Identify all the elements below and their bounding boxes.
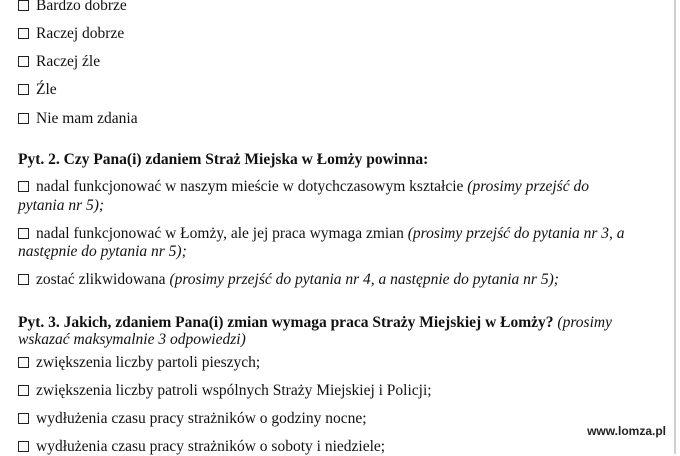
question-3-note-cont: wskazać maksymalnie 3 odpowiedzi) [18, 331, 246, 348]
q3-option-4[interactable] [18, 438, 385, 456]
checkbox[interactable] [18, 441, 29, 452]
checkbox[interactable] [18, 113, 29, 124]
q1-option-raczej-dobrze[interactable] [18, 25, 124, 43]
q2-option-1-note-cont: pytania nr 5); [18, 197, 105, 214]
q2-option-3[interactable] [18, 271, 559, 289]
q1-option-nie-mam-zdania[interactable] [18, 110, 138, 128]
q1-option-bardzo-dobrze[interactable] [18, 0, 127, 15]
q1-option-zle[interactable] [18, 81, 57, 99]
checkbox[interactable] [18, 228, 29, 239]
option-label: wydłużenia czasu pracy strażników o godziny nocne; [36, 410, 367, 427]
option-note: (prosimy przejść do pytania nr 3, a [407, 225, 625, 242]
question-3-note: (prosimy [557, 314, 612, 331]
question-2-title: Pyt. 2. Czy Pana(i) zdaniem Straż Miejska w Łomży powinna: [18, 151, 429, 168]
checkbox[interactable] [18, 28, 29, 39]
option-label: zwiększenia liczby patroli wspólnych Straży Miejskiej i Policji; [36, 382, 432, 399]
option-note: (prosimy przejść do pytania nr 4, a następnie do pytania nr 5); [169, 271, 559, 288]
checkbox[interactable] [18, 413, 29, 424]
q1-option-raczej-zle[interactable] [18, 53, 100, 71]
checkbox[interactable] [18, 181, 29, 192]
option-label: Źle [36, 81, 57, 98]
option-label: nadal funkcjonować w naszym mieście w dotychczasowym kształcie [36, 178, 464, 195]
option-label: Raczej dobrze [36, 25, 125, 42]
checkbox[interactable] [18, 56, 29, 67]
option-label: wydłużenia czasu pracy strażników o soboty i niedziele; [36, 438, 386, 455]
checkbox[interactable] [18, 84, 29, 95]
q2-option-2-note-cont: następnie do pytania nr 5); [18, 243, 187, 260]
option-label: Nie mam zdania [36, 110, 138, 127]
question-3-title [18, 314, 612, 332]
option-label: Bardzo dobrze [36, 0, 127, 14]
checkbox[interactable] [18, 274, 29, 285]
question-3-title-text: Pyt. 3. Jakich, zdaniem Pana(i) zmian wymaga praca Straży Miejskiej w Łomży? [18, 314, 554, 331]
option-label: Raczej źle [36, 53, 101, 70]
q3-option-3[interactable] [18, 410, 367, 428]
option-label: zwiększenia liczby partoli pieszych; [36, 354, 261, 371]
option-note: (prosimy przejść do [467, 178, 589, 195]
checkbox[interactable] [18, 0, 29, 11]
page-edge-divider [674, 0, 676, 454]
q3-option-2[interactable] [18, 382, 432, 400]
checkbox[interactable] [18, 385, 29, 396]
q2-option-1[interactable] [18, 178, 589, 196]
watermark: www.lomza.pl [587, 424, 666, 438]
option-label: nadal funkcjonować w Łomży, ale jej praca wymaga zmian [36, 225, 404, 242]
checkbox[interactable] [18, 357, 29, 368]
option-label: zostać zlikwidowana [36, 271, 166, 288]
q2-option-2[interactable] [18, 225, 625, 243]
q3-option-1[interactable] [18, 354, 260, 372]
